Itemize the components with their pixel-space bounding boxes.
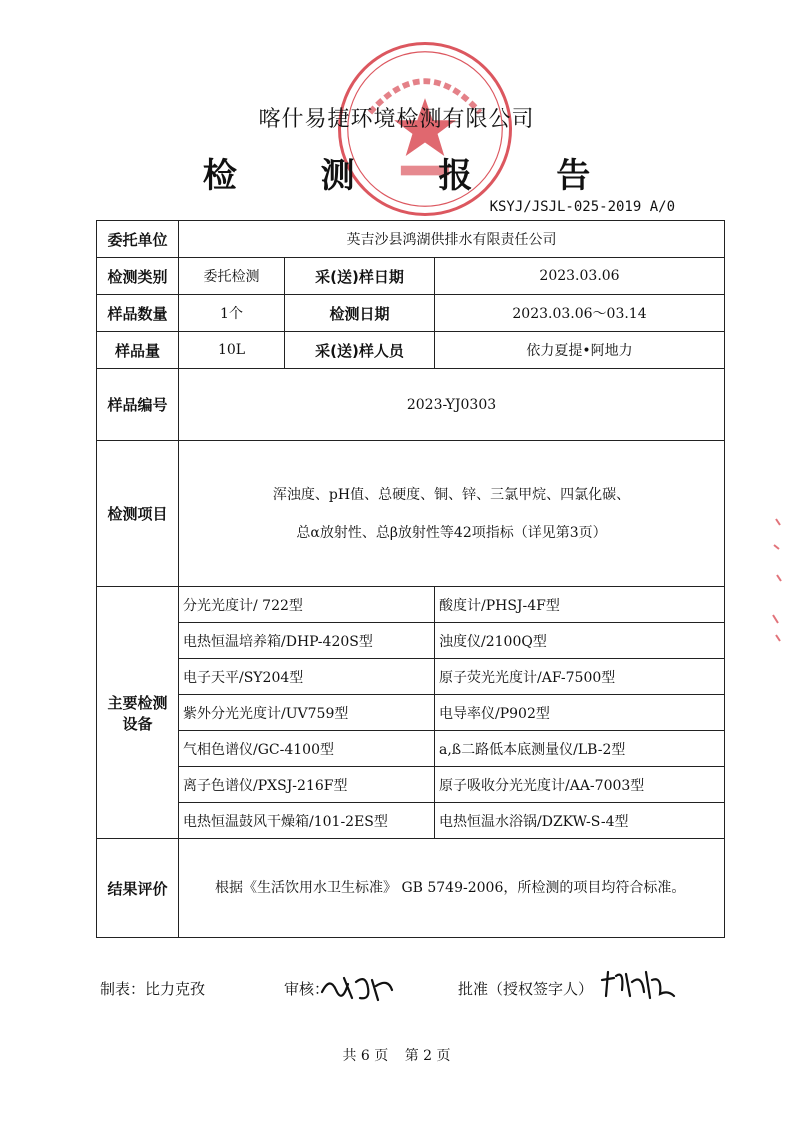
test-type-label: 检测类别 (97, 258, 179, 295)
prepared-by (100, 978, 205, 999)
reviewer-signature (318, 970, 398, 1006)
sample-id-label: 样品编号 (97, 369, 179, 441)
approved-label: 批准（授权签字人） (458, 980, 594, 998)
test-date-value: 2023.03.06～03.14 (435, 295, 725, 332)
equipment-item: 电子天平/SY204型 (179, 659, 435, 695)
sample-amount-label: 样品量 (97, 332, 179, 369)
table-row (97, 258, 725, 295)
equipment-row (97, 803, 725, 839)
sample-id-value: 2023-YJ0303 (179, 369, 725, 441)
equipment-item: 浊度仪/2100Q型 (435, 623, 725, 659)
equipment-item: 紫外分光光度计/UV759型 (179, 695, 435, 731)
table-row (97, 221, 725, 258)
items-value (179, 441, 725, 587)
sample-date-value: 2023.03.06 (435, 258, 725, 295)
table-row (97, 441, 725, 587)
sample-count-value: 1个 (179, 295, 285, 332)
equipment-item: 电热恒温水浴锅/DZKW-S-4型 (435, 803, 725, 839)
sampler-value: 依力夏提•阿地力 (435, 332, 725, 369)
items-label: 检测项目 (97, 441, 179, 587)
conclusion-label: 结果评价 (97, 839, 179, 938)
equipment-row (97, 767, 725, 803)
seam-stamp-fragment (770, 515, 784, 648)
table-row (97, 295, 725, 332)
equipment-item: 离子色谱仪/PXSJ-216F型 (179, 767, 435, 803)
approved-by (458, 978, 593, 999)
sampler-label: 采(送)样人员 (285, 332, 435, 369)
report-table (96, 220, 725, 938)
prepared-name: 比力克孜 (145, 980, 206, 998)
equipment-row (97, 731, 725, 767)
equipment-item: 电热恒温培养箱/DHP-420S型 (179, 623, 435, 659)
conclusion-text: 根据《生活饮用水卫生标准》 GB 5749-2006，所检测的项目均符合标准。 (179, 839, 725, 938)
sample-date-label: 采(送)样日期 (285, 258, 435, 295)
page-current: 第 2 页 (404, 1048, 451, 1064)
equipment-item: 气相色谱仪/GC-4100型 (179, 731, 435, 767)
items-line-2: 总α放射性、总β放射性等42项指标（详见第3页） (296, 524, 607, 541)
sample-count-label: 样品数量 (97, 295, 179, 332)
table-row (97, 839, 725, 938)
approver-signature (598, 966, 676, 1004)
equipment-item: 电导率仪/P902型 (435, 695, 725, 731)
sample-amount-value: 10L (179, 332, 285, 369)
equipment-item: 酸度计/PHSJ-4F型 (435, 587, 725, 623)
document-number: KSYJ/JSJL-025-2019 A/0 (489, 199, 675, 215)
prepared-label: 制表： (100, 980, 146, 998)
equipment-row (97, 695, 725, 731)
equipment-row (97, 587, 725, 623)
report-title: 检 测 报 告 (202, 156, 627, 196)
equipment-row (97, 623, 725, 659)
equipment-item: a,ß二路低本底测量仪/LB-2型 (435, 731, 725, 767)
company-name: 喀什易捷环境检测有限公司 (258, 107, 535, 132)
equipment-item: 原子吸收分光光度计/AA-7003型 (435, 767, 725, 803)
equipment-item: 分光光度计/ 722型 (179, 587, 435, 623)
table-row (97, 332, 725, 369)
page-total: 共 6 页 (342, 1048, 389, 1064)
table-row (97, 369, 725, 441)
equipment-row (97, 659, 725, 695)
client-label: 委托单位 (97, 221, 179, 258)
equipment-item: 原子荧光光度计/AF-7500型 (435, 659, 725, 695)
test-type-value: 委托检测 (179, 258, 285, 295)
page-indicator (0, 1045, 793, 1065)
reviewed-label: 审核： (284, 980, 330, 998)
items-line-1: 浑浊度、pH值、总硬度、铜、锌、三氯甲烷、四氯化碳、 (272, 486, 631, 503)
client-value: 英吉沙县鸿湖供排水有限责任公司 (179, 221, 725, 258)
equipment-label: 主要检测设备 (97, 587, 179, 839)
equipment-item: 电热恒温鼓风干燥箱/101-2ES型 (179, 803, 435, 839)
test-date-label: 检测日期 (285, 295, 435, 332)
